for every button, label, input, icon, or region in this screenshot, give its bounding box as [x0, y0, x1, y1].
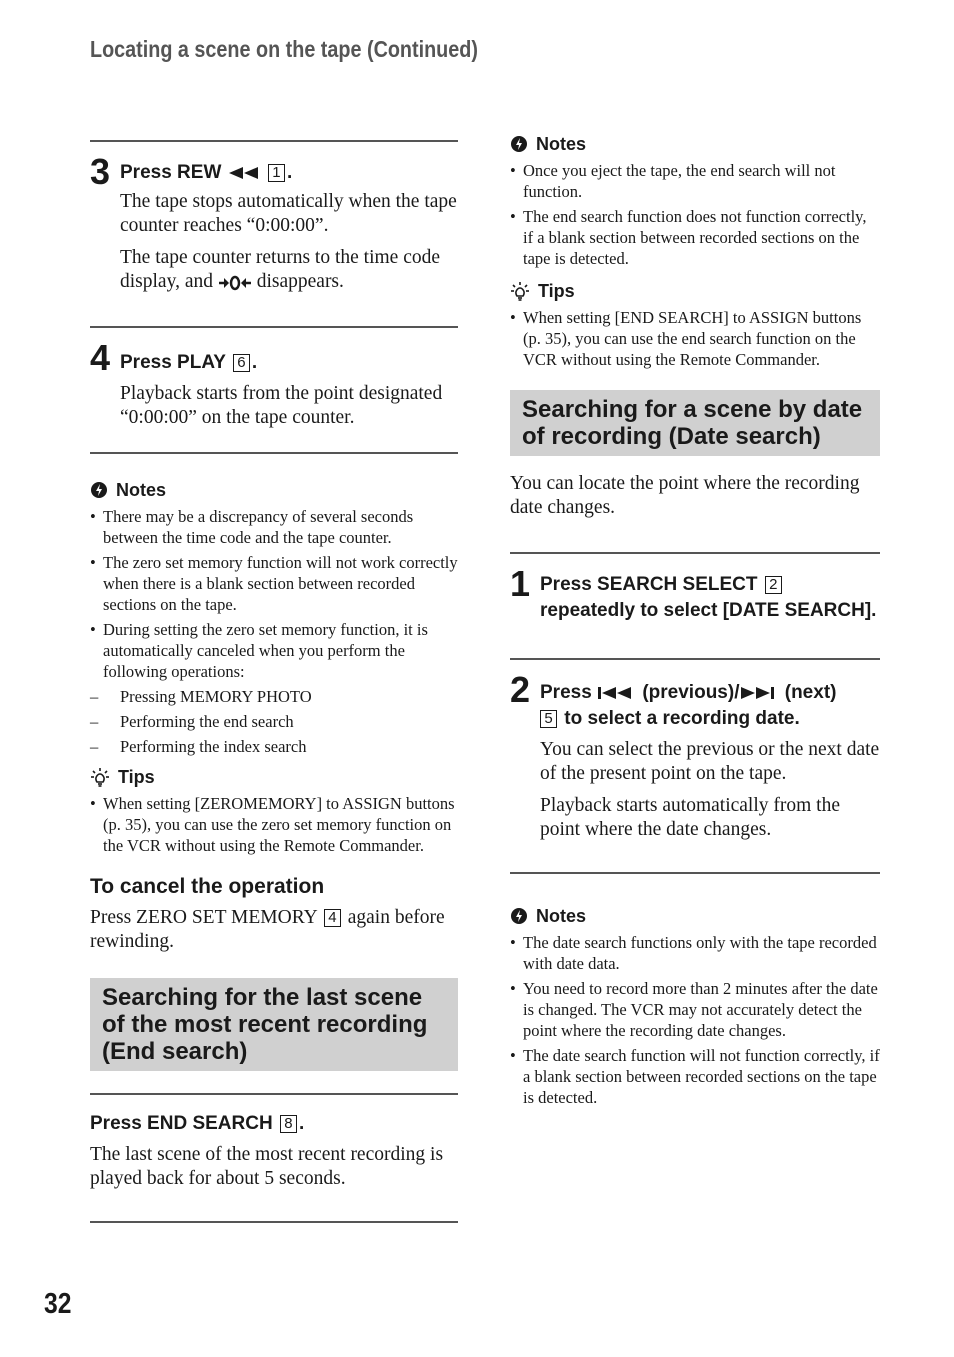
tips-section [90, 765, 458, 856]
divider [90, 326, 458, 328]
step-4 [90, 334, 458, 430]
right-column [510, 128, 880, 1112]
step-text: Playback starts automatically from the point where the date changes. [540, 795, 840, 840]
divider [90, 140, 458, 142]
key-number: 2 [765, 576, 782, 594]
previous-icon [597, 686, 637, 700]
intro-text: You can locate the point where the recording date changes. [510, 473, 860, 518]
key-number: 8 [280, 1115, 297, 1133]
step-text: The tape stops automatically when the tape counter reaches “0:00:00”. [120, 191, 457, 236]
notes-heading-text: Notes [536, 134, 587, 154]
step-heading-text: to select a recording date. [564, 708, 800, 729]
step-heading-text: (previous)/ [642, 682, 740, 703]
tips-heading [90, 765, 458, 789]
step-heading-text: Press [540, 682, 592, 703]
notes-list [90, 506, 458, 682]
divider [510, 658, 880, 660]
divider [510, 872, 880, 874]
tips-section [510, 279, 880, 370]
list-item: – Pressing MEMORY PHOTO [90, 686, 458, 707]
notes-icon [90, 481, 108, 499]
step-text [120, 246, 458, 294]
list-item: • During setting the zero set memory function, it is automatically canceled when you perform the following operations: [90, 619, 458, 682]
list-item: • The date search function will not function correctly, if a blank section between recorded sections on the tape is detected. [510, 1045, 880, 1108]
step-heading: Press PLAY 6 . [120, 352, 258, 373]
notes-heading [510, 904, 880, 928]
key-number: 4 [324, 909, 341, 927]
list-item: • The date search functions only with the tape recorded with date data. [510, 932, 880, 974]
section-title-box [90, 978, 458, 1071]
step-heading-text: Press REW [120, 162, 222, 183]
running-header: Locating a scene on the tape (Continued) [90, 36, 478, 62]
list-item: • The end search function does not function correctly, if a blank section between recorded sections on the tape is detected. [510, 206, 880, 269]
tips-list [90, 793, 458, 856]
cancel-text [90, 906, 458, 954]
key-number: 5 [540, 710, 557, 728]
list-item: – Performing the index search [90, 736, 458, 757]
notes-heading-text: Notes [116, 480, 167, 500]
step-heading-text: (next) [784, 682, 837, 703]
end-search-heading: Press END SEARCH 8 . [90, 1113, 305, 1134]
step-3 [90, 148, 458, 294]
cancel-text-part: Press ZERO SET MEMORY [90, 907, 317, 928]
list-item: • The zero set memory function will not work correctly when there is a blank section between recorded sections on the tape. [90, 552, 458, 615]
section-title-box [510, 390, 880, 456]
list-item: • When setting [END SEARCH] to ASSIGN buttons (p. 35), you can use the end search function on the VCR without using the Remote Commander. [510, 307, 880, 370]
step-heading-text: Press PLAY [120, 352, 226, 373]
notes-section [510, 904, 880, 1108]
notes-heading [510, 132, 880, 156]
notes-icon [510, 907, 528, 925]
cancel-section [90, 874, 458, 954]
next-icon [739, 686, 779, 700]
section-title: Searching for the last scene of the most recent recording (End search) [102, 984, 428, 1065]
step-text-part: The tape counter returns to the time code display, and [120, 247, 440, 292]
step-text: You can select the previous or the next date of the present point on the tape. [540, 739, 880, 784]
list-item: • You need to record more than 2 minutes after the date is changed. The VCR may not accurately detect the point where the recording date changes. [510, 978, 880, 1041]
step-heading-text: Press SEARCH SELECT [540, 574, 758, 595]
step-1 [510, 560, 880, 624]
tips-heading-text: Tips [118, 767, 155, 787]
notes-section [510, 132, 880, 269]
notes-section [90, 478, 458, 757]
page-number: 32 [44, 1288, 72, 1320]
notes-list [510, 932, 880, 1108]
left-column [90, 140, 458, 1223]
key-number: 6 [233, 354, 250, 372]
step-heading-text: repeatedly to select [DATE SEARCH]. [540, 600, 877, 621]
notes-list [510, 160, 880, 269]
step-number: 1 [510, 563, 531, 604]
step-number: 3 [90, 151, 111, 192]
cancel-text-part: again before rewinding. [90, 907, 445, 952]
step-heading [540, 560, 880, 624]
end-search-text: The last scene of the most recent recording is played back for about 5 seconds. [90, 1144, 444, 1189]
cancel-heading: To cancel the operation [90, 875, 325, 898]
tips-list [510, 307, 880, 370]
divider [90, 452, 458, 454]
sub-list [90, 686, 458, 757]
step-2 [510, 666, 880, 842]
step-heading-text: Press END SEARCH [90, 1113, 273, 1134]
list-item: – Performing the end search [90, 711, 458, 732]
divider [90, 1093, 458, 1095]
step-number: 4 [90, 337, 111, 378]
divider [510, 552, 880, 554]
section-title: Searching for a scene by date of recording (Date search) [522, 396, 863, 450]
list-item: • There may be a discrepancy of several seconds between the time code and the tape counter. [90, 506, 458, 548]
list-item: • Once you eject the tape, the end search will not function. [510, 160, 880, 202]
step-text: Playback starts from the point designated “0:00:00” on the tape counter. [120, 383, 443, 428]
step-heading [540, 666, 880, 732]
list-item: • When setting [ZEROMEMORY] to ASSIGN buttons (p. 35), you can use the zero set memory function on the VCR without using the Remote Commander. [90, 793, 458, 856]
zero-memory-icon [218, 275, 252, 291]
key-number: 1 [268, 164, 285, 182]
tips-heading-text: Tips [538, 281, 575, 301]
step-heading: Press REW 1 . [120, 162, 293, 183]
divider [90, 1221, 458, 1223]
notes-icon [510, 135, 528, 153]
notes-heading [90, 478, 458, 502]
notes-heading-text: Notes [536, 906, 587, 926]
rewind-icon [227, 166, 261, 180]
step-number: 2 [510, 669, 531, 710]
tips-icon [510, 281, 530, 301]
tips-icon [90, 767, 110, 787]
tips-heading [510, 279, 880, 303]
step-text-part: disappears. [256, 271, 344, 292]
